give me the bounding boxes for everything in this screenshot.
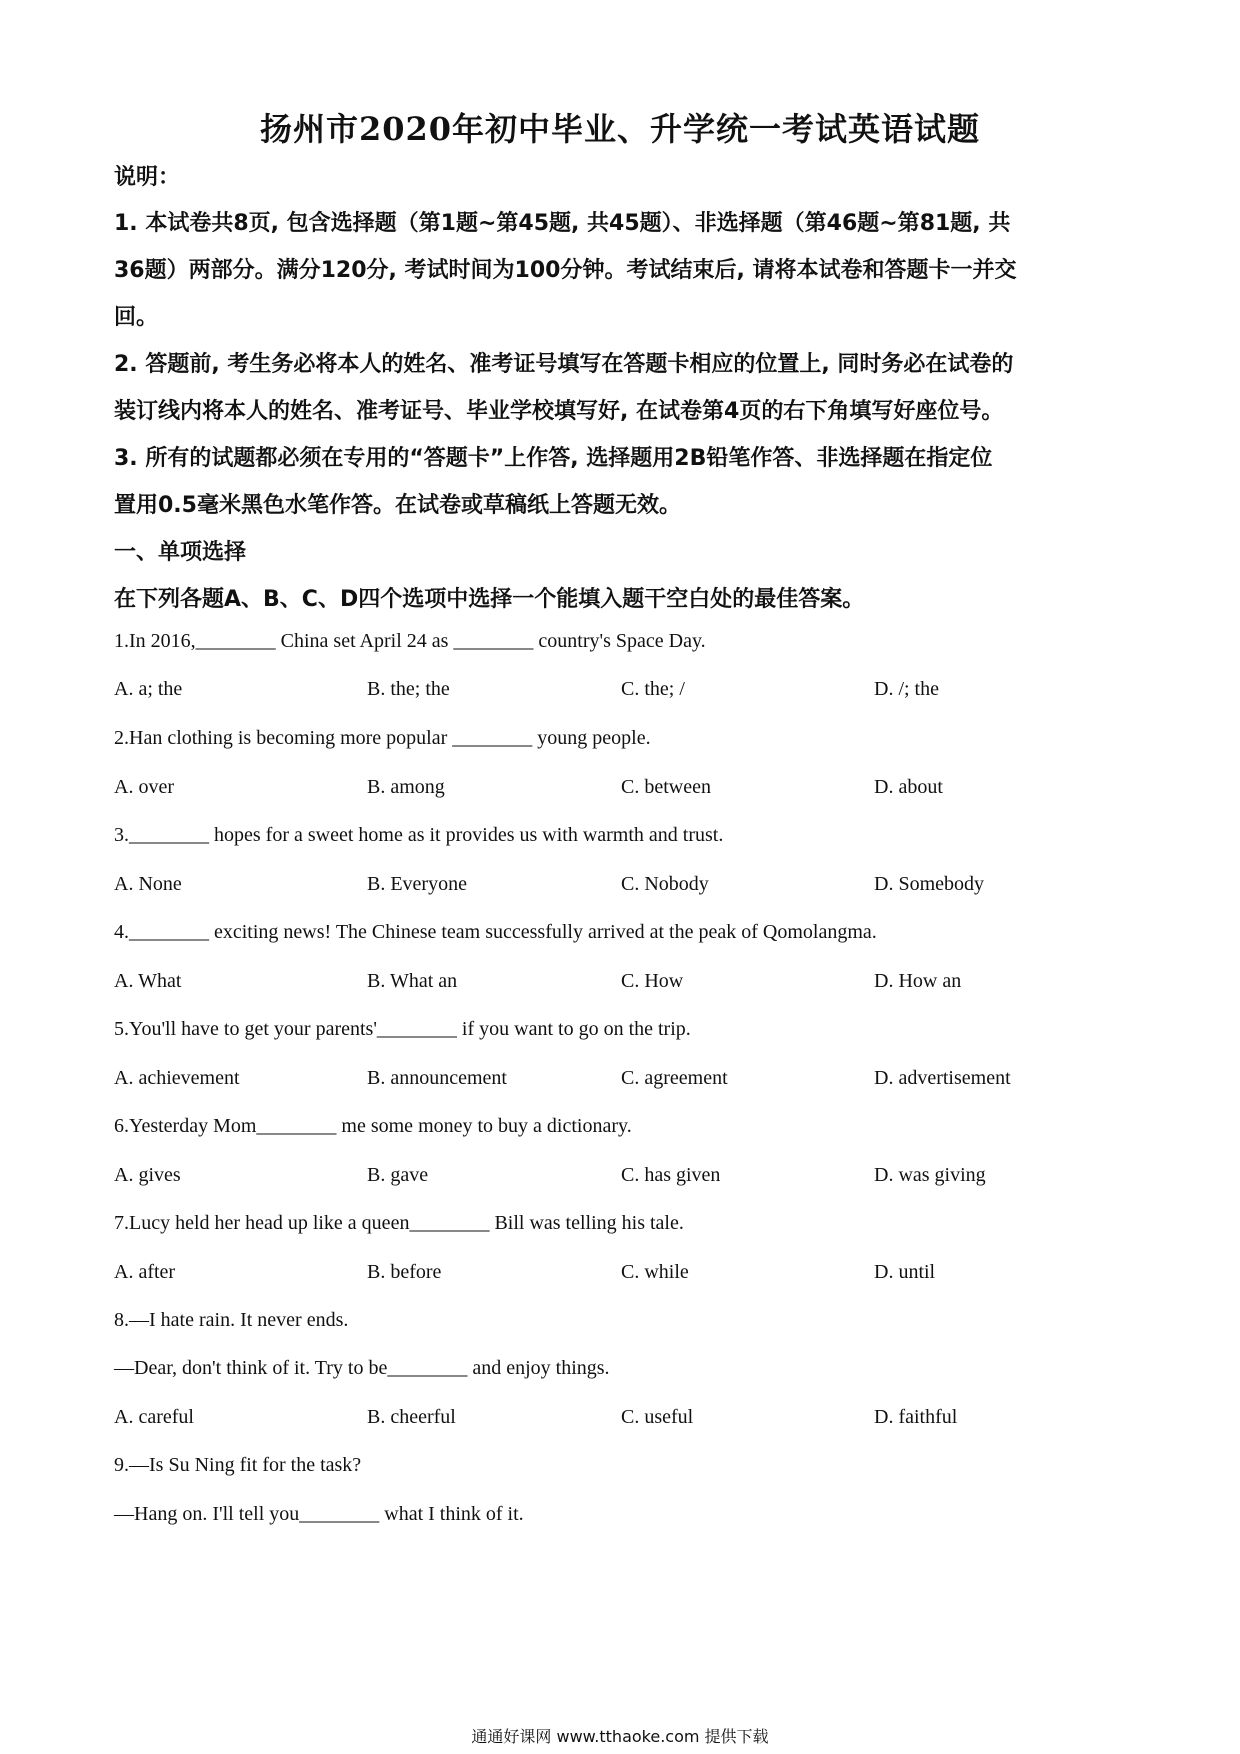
question-4-stem: 4.________ exciting news! The Chinese team successfully arrived at the peak of Qomolangma.: [114, 921, 877, 943]
question-6-stem: 6.Yesterday Mom________ me some money to buy a dictionary.: [114, 1115, 632, 1137]
option-d: D. /; the: [874, 678, 939, 700]
option-b: B. gave: [367, 1164, 429, 1186]
option-c: C. How: [621, 970, 684, 992]
instruction-line: 1. 本试卷共8页, 包含选择题（第1题~第45题, 共45题）、非选择题（第46题~第81题, 共: [114, 211, 1011, 236]
question-9-stem-reply: —Hang on. I'll tell you________ what I think of it.: [114, 1503, 524, 1525]
question-3-options: [0, 873, 1240, 903]
question-2-options: [0, 776, 1240, 806]
option-d: D. faithful: [874, 1406, 958, 1428]
instruction-line: 3. 所有的试题都必须在专用的“答题卡”上作答, 选择题用2B铅笔作答、非选择题在指定位: [114, 446, 993, 471]
option-d: D. advertisement: [874, 1067, 1011, 1089]
instruction-line: 置用0.5毫米黑色水笔作答。在试卷或草稿纸上答题无效。: [114, 493, 681, 518]
instructions-heading: 说明：: [114, 165, 181, 190]
option-b: B. announcement: [367, 1067, 507, 1089]
option-a: A. None: [114, 873, 182, 895]
option-b: B. the; the: [367, 678, 450, 700]
question-2-stem: 2.Han clothing is becoming more popular ________ young people.: [114, 727, 651, 749]
question-1-stem: 1.In 2016,________ China set April 24 as ________ country's Space Day.: [114, 630, 706, 652]
option-c: C. while: [621, 1261, 689, 1283]
option-a: A. careful: [114, 1406, 194, 1428]
option-c: C. useful: [621, 1406, 694, 1428]
question-9-stem: 9.—Is Su Ning fit for the task?: [114, 1454, 362, 1476]
option-d: D. was giving: [874, 1164, 986, 1186]
option-c: C. the; /: [621, 678, 685, 700]
option-b: B. What an: [367, 970, 458, 992]
option-a: A. a; the: [114, 678, 183, 700]
question-8-stem-reply: —Dear, don't think of it. Try to be________ and enjoy things.: [114, 1357, 610, 1379]
option-c: C. between: [621, 776, 711, 798]
option-a: A. over: [114, 776, 174, 798]
option-d: D. until: [874, 1261, 936, 1283]
option-b: B. Everyone: [367, 873, 467, 895]
instruction-line: 装订线内将本人的姓名、准考证号、毕业学校填写好, 在试卷第4页的右下角填写好座位号。: [114, 399, 1004, 424]
option-b: B. among: [367, 776, 445, 798]
option-d: D. How an: [874, 970, 962, 992]
question-3-stem: 3.________ hopes for a sweet home as it provides us with warmth and trust.: [114, 824, 724, 846]
option-a: A. after: [114, 1261, 176, 1283]
option-c: C. has given: [621, 1164, 721, 1186]
question-4-options: [0, 970, 1240, 1000]
option-a: A. What: [114, 970, 182, 992]
option-b: B. cheerful: [367, 1406, 456, 1428]
question-7-stem: 7.Lucy held her head up like a queen________ Bill was telling his tale.: [114, 1212, 684, 1234]
instruction-line: 36题）两部分。满分120分, 考试时间为100分钟。考试结束后, 请将本试卷和答题卡一并交: [114, 258, 1017, 283]
option-c: C. Nobody: [621, 873, 709, 895]
option-b: B. before: [367, 1261, 442, 1283]
instruction-line: 2. 答题前, 考生务必将本人的姓名、准考证号填写在答题卡相应的位置上, 同时务必在试卷的: [114, 352, 1014, 377]
question-7-options: [0, 1261, 1240, 1291]
instruction-line: 回。: [114, 305, 159, 330]
question-8-stem: 8.—I hate rain. It never ends.: [114, 1309, 349, 1331]
option-c: C. agreement: [621, 1067, 728, 1089]
question-6-options: [0, 1164, 1240, 1194]
option-a: A. achievement: [114, 1067, 240, 1089]
question-1-options: [0, 678, 1240, 708]
question-5-options: [0, 1067, 1240, 1097]
question-5-stem: 5.You'll have to get your parents'________ if you want to go on the trip.: [114, 1018, 691, 1040]
section-directions: 在下列各题A、B、C、D四个选项中选择一个能填入题干空白处的最佳答案。: [114, 587, 865, 612]
page-footer: 通通好课网 www.tthaoke.com 提供下载: [471, 1727, 769, 1746]
option-d: D. about: [874, 776, 943, 798]
section-heading: 一、单项选择: [114, 540, 247, 565]
option-a: A. gives: [114, 1164, 181, 1186]
question-8-options: [0, 1406, 1240, 1436]
page-title: 扬州市2020年初中毕业、升学统一考试英语试题: [259, 110, 981, 148]
option-d: D. Somebody: [874, 873, 984, 895]
